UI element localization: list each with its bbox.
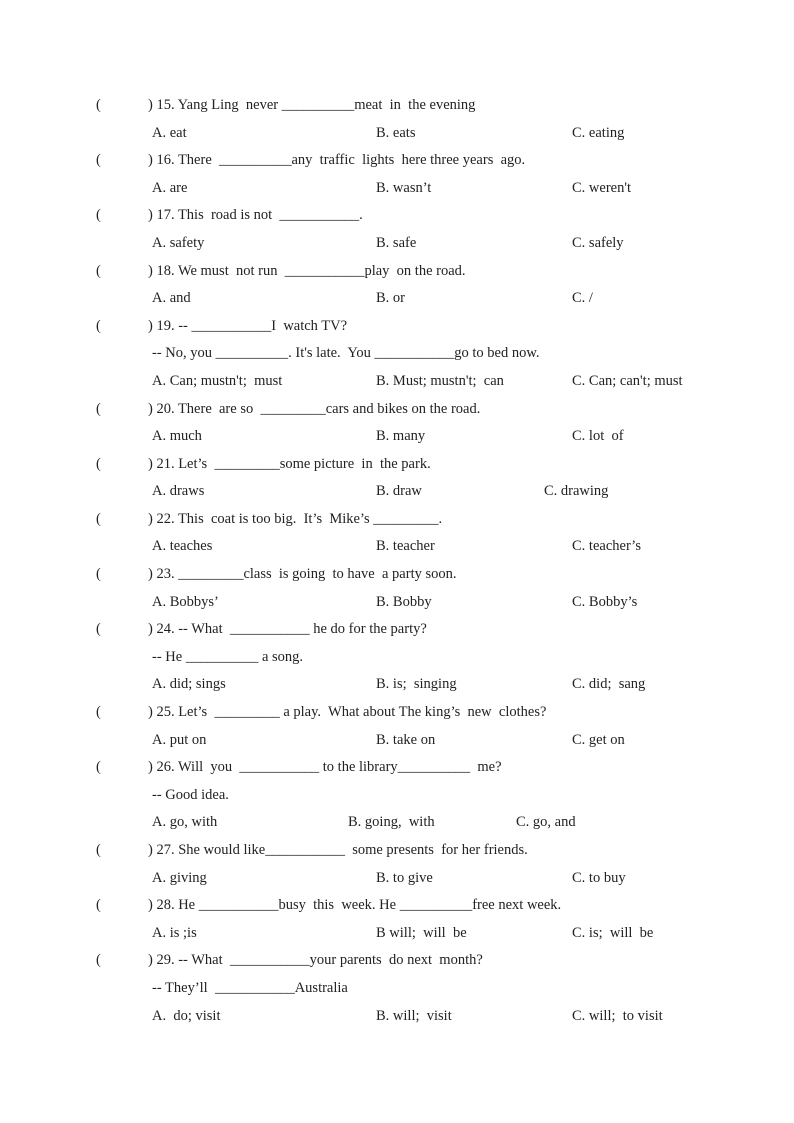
answer-bracket: ( xyxy=(96,207,101,223)
option-c: C. eating xyxy=(572,125,625,141)
options-line xyxy=(0,287,794,309)
option-a: A. is ;is xyxy=(152,925,197,941)
options-line xyxy=(0,811,794,833)
dialogue-line xyxy=(0,646,794,668)
answer-bracket: ( xyxy=(96,318,101,334)
answer-bracket: ( xyxy=(96,759,101,775)
options-line xyxy=(0,729,794,751)
option-a: A. Bobbys’ xyxy=(152,594,219,610)
option-b: B. is; singing xyxy=(376,676,457,692)
question-line xyxy=(0,315,794,337)
options-line xyxy=(0,177,794,199)
option-b: B. to give xyxy=(376,870,433,886)
option-c: C. lot of xyxy=(572,428,624,444)
option-a: A. and xyxy=(152,290,191,306)
question-stem: ) 23. _________class is going to have a party soon. xyxy=(148,566,457,582)
option-b: B. going, with xyxy=(348,814,435,830)
question-line xyxy=(0,508,794,530)
option-b: B. Bobby xyxy=(376,594,432,610)
option-a: A. go, with xyxy=(152,814,218,830)
options-line xyxy=(0,122,794,144)
dialogue-text: -- They’ll ___________Australia xyxy=(152,980,348,996)
dialogue-line xyxy=(0,784,794,806)
question-line xyxy=(0,949,794,971)
option-b: B. many xyxy=(376,428,426,444)
option-a: A. teaches xyxy=(152,538,213,554)
question-line xyxy=(0,894,794,916)
dialogue-text: -- He __________ a song. xyxy=(152,649,304,665)
option-c: C. did; sang xyxy=(572,676,646,692)
question-stem: ) 29. -- What ___________your parents do next month? xyxy=(148,952,483,968)
options-line xyxy=(0,535,794,557)
question-line xyxy=(0,204,794,226)
question-line xyxy=(0,618,794,640)
option-a: A. Can; mustn't; must xyxy=(152,373,283,389)
question-line xyxy=(0,260,794,282)
option-c: C. go, and xyxy=(516,814,576,830)
answer-bracket: ( xyxy=(96,401,101,417)
answer-bracket: ( xyxy=(96,152,101,168)
question-stem: ) 25. Let’s _________ a play. What about The king’s new clothes? xyxy=(148,704,547,720)
option-a: A. put on xyxy=(152,732,207,748)
options-line xyxy=(0,480,794,502)
answer-bracket: ( xyxy=(96,842,101,858)
question-line xyxy=(0,839,794,861)
answer-bracket: ( xyxy=(96,621,101,637)
option-c: C. / xyxy=(572,290,593,306)
question-stem: ) 22. This coat is too big. It’s Mike’s _________. xyxy=(148,511,443,527)
option-a: A. much xyxy=(152,428,202,444)
option-b: B. or xyxy=(376,290,405,306)
option-b: B. take on xyxy=(376,732,436,748)
options-line xyxy=(0,673,794,695)
answer-bracket: ( xyxy=(96,566,101,582)
option-b: B. will; visit xyxy=(376,1008,452,1024)
question-stem: ) 17. This road is not ___________. xyxy=(148,207,363,223)
answer-bracket: ( xyxy=(96,511,101,527)
option-b: B. safe xyxy=(376,235,417,251)
option-a: A. do; visit xyxy=(152,1008,221,1024)
question-line xyxy=(0,701,794,723)
question-stem: ) 16. There __________any traffic lights here three years ago. xyxy=(148,152,526,168)
option-c: C. to buy xyxy=(572,870,626,886)
question-stem: ) 28. He ___________busy this week. He __________free next week. xyxy=(148,897,562,913)
question-stem: ) 24. -- What ___________ he do for the party? xyxy=(148,621,427,637)
options-line xyxy=(0,867,794,889)
option-c: C. get on xyxy=(572,732,625,748)
option-b: B will; will be xyxy=(376,925,467,941)
question-stem: ) 21. Let’s _________some picture in the park. xyxy=(148,456,431,472)
option-a: A. are xyxy=(152,180,188,196)
options-line xyxy=(0,232,794,254)
dialogue-line xyxy=(0,342,794,364)
option-c: C. weren't xyxy=(572,180,631,196)
answer-bracket: ( xyxy=(96,97,101,113)
answer-bracket: ( xyxy=(96,952,101,968)
option-a: A. giving xyxy=(152,870,207,886)
options-line xyxy=(0,1005,794,1027)
question-line xyxy=(0,149,794,171)
option-b: B. eats xyxy=(376,125,416,141)
option-c: C. will; to visit xyxy=(572,1008,663,1024)
question-stem: ) 15. Yang Ling never __________meat in the evening xyxy=(148,97,476,113)
question-stem: ) 19. -- ___________I watch TV? xyxy=(148,318,348,334)
dialogue-text: -- Good idea. xyxy=(152,787,229,803)
option-c: C. teacher’s xyxy=(572,538,641,554)
option-a: A. draws xyxy=(152,483,205,499)
question-stem: ) 18. We must not run ___________play on the road. xyxy=(148,263,466,279)
answer-bracket: ( xyxy=(96,704,101,720)
option-b: B. Must; mustn't; can xyxy=(376,373,504,389)
option-b: B. draw xyxy=(376,483,422,499)
question-line xyxy=(0,94,794,116)
option-c: C. Bobby’s xyxy=(572,594,638,610)
answer-bracket: ( xyxy=(96,897,101,913)
option-c: C. is; will be xyxy=(572,925,654,941)
question-line xyxy=(0,398,794,420)
dialogue-text: -- No, you __________. It's late. You ___________go to bed now. xyxy=(152,345,540,361)
question-line xyxy=(0,453,794,475)
options-line xyxy=(0,425,794,447)
option-a: A. did; sings xyxy=(152,676,226,692)
option-c: C. Can; can't; must xyxy=(572,373,683,389)
question-stem: ) 27. She would like___________ some presents for her friends. xyxy=(148,842,528,858)
options-line xyxy=(0,591,794,613)
dialogue-line xyxy=(0,977,794,999)
option-a: A. safety xyxy=(152,235,205,251)
question-stem: ) 26. Will you ___________ to the library__________ me? xyxy=(148,759,502,775)
option-b: B. wasn’t xyxy=(376,180,432,196)
options-line xyxy=(0,370,794,392)
option-c: C. safely xyxy=(572,235,624,251)
option-c: C. drawing xyxy=(544,483,609,499)
question-line xyxy=(0,756,794,778)
answer-bracket: ( xyxy=(96,456,101,472)
answer-bracket: ( xyxy=(96,263,101,279)
question-line xyxy=(0,563,794,585)
question-stem: ) 20. There are so _________cars and bikes on the road. xyxy=(148,401,481,417)
options-line xyxy=(0,922,794,944)
option-a: A. eat xyxy=(152,125,187,141)
option-b: B. teacher xyxy=(376,538,435,554)
